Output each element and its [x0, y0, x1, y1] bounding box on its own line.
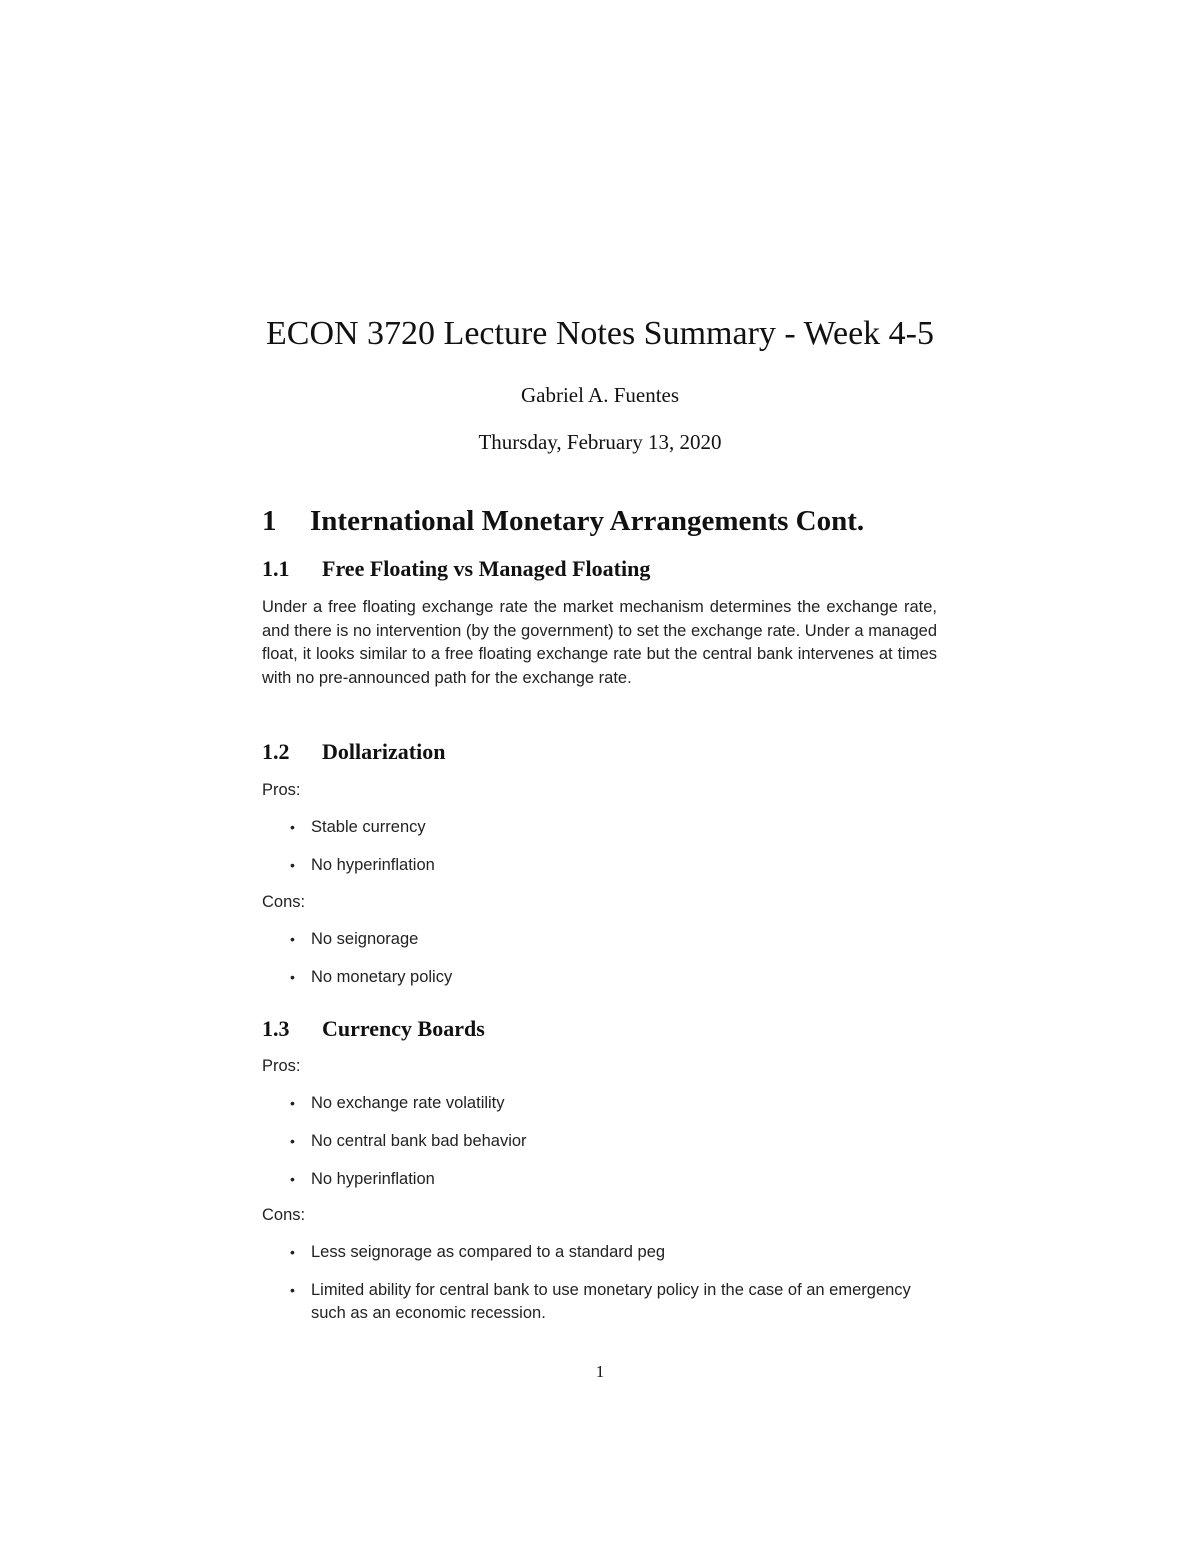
pros-label: Pros:: [262, 781, 301, 799]
subsection-heading-1-2: [262, 737, 445, 767]
subsection-heading-1-1: [262, 554, 650, 584]
bullet-icon: •: [290, 1095, 295, 1111]
document-date: Thursday, February 13, 2020: [478, 430, 722, 454]
list-item: • Stable currency: [290, 816, 938, 839]
document-author: Gabriel A. Fuentes: [520, 383, 680, 407]
bullet-icon: •: [290, 1133, 295, 1149]
list-item: • No monetary policy: [290, 966, 938, 989]
section-heading-1: [262, 502, 864, 540]
bullet-icon: •: [290, 1282, 295, 1298]
cons-label: Cons:: [262, 1206, 306, 1224]
list-item: • Less seignorage as compared to a standard peg: [290, 1241, 938, 1264]
list-item: • No central bank bad behavior: [290, 1130, 938, 1153]
list-item: • No exchange rate volatility: [290, 1092, 938, 1115]
subsection-number: 1.1: [262, 556, 290, 581]
subsection-number: 1.2: [262, 739, 290, 764]
paragraph-floating: Under a free floating exchange rate the market mechanism determines the exchange rate, and there is no intervention (by the government) to set the exchange rate. Under a managed float, it looks similar to a free floating exchange rate but the central bank intervenes at times with no pre-announced path for the exchange rate.: [262, 598, 937, 687]
document-title: ECON 3720 Lecture Notes Summary - Week 4-5: [266, 315, 934, 352]
bullet-icon: •: [290, 819, 295, 835]
bullet-icon: •: [290, 969, 295, 985]
bullet-icon: •: [290, 1244, 295, 1260]
list-item: • No hyperinflation: [290, 854, 938, 877]
bullet-icon: •: [290, 1171, 295, 1187]
section-title: International Monetary Arrangements Cont.: [310, 505, 865, 537]
subsection-title: Dollarization: [322, 739, 446, 764]
list-item: • No seignorage: [290, 928, 938, 951]
cons-label: Cons:: [262, 893, 306, 911]
subsection-title: Free Floating vs Managed Floating: [322, 556, 651, 581]
bullet-icon: •: [290, 857, 295, 873]
list-item: • Limited ability for central bank to use monetary policy in the case of an emergency such as an economic recession.: [290, 1281, 911, 1322]
subsection-heading-1-3: [262, 1014, 485, 1044]
pros-label: Pros:: [262, 1057, 301, 1075]
subsection-number: 1.3: [262, 1016, 290, 1041]
page-number: 1: [595, 1362, 605, 1381]
section-number: 1: [262, 505, 277, 537]
bullet-icon: •: [290, 931, 295, 947]
list-item: • No hyperinflation: [290, 1168, 938, 1191]
subsection-title: Currency Boards: [322, 1016, 485, 1041]
